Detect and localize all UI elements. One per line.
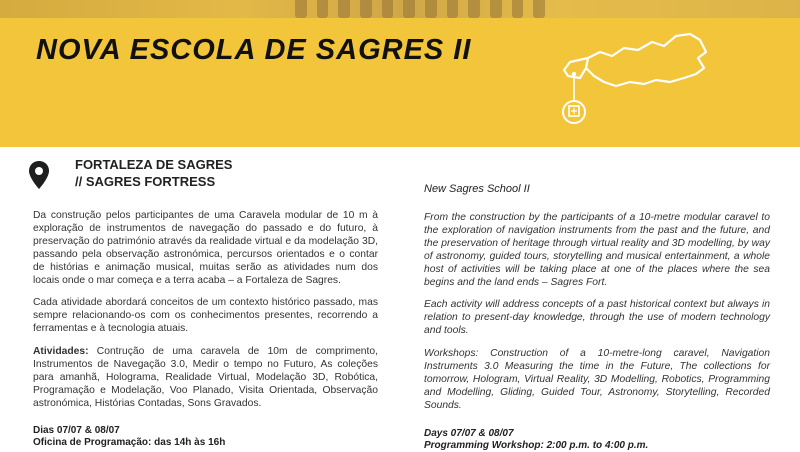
en-workshops-paragraph: Workshops: Construction of a 10-metre-long caravel, Navigation Instruments 3.0 Measuring the time in the Future, The collections for tomorrow, Hologram, Virtual Reality, 3D Modelling, Robotics, Programming and Modelling, Gliding, Guided Tour, Astronomy, Storytelling, Recorded Sounds. xyxy=(424,348,770,411)
en-workshop-time: Programming Workshop: 2:00 p.m. to 4:00 p.m. xyxy=(424,440,649,451)
algarve-map-icon xyxy=(560,22,710,140)
location-title xyxy=(75,156,232,190)
pt-schedule xyxy=(33,425,225,449)
en-days: Days 07/07 & 08/07 xyxy=(424,428,514,439)
pt-workshop-time: Oficina de Programação: das 14h às 16h xyxy=(33,437,226,448)
pt-concept-paragraph: Cada atividade abordará conceitos de um contexto histórico passado, mas sempre relacionando-os com os conhecimentos presentes, recorrendo a ferramentas e à tecnologia atuais. xyxy=(33,297,378,335)
english-title: New Sagres School II xyxy=(424,183,530,195)
en-intro-paragraph: From the construction by the participants of a 10-metre modular caravel to the exploration of navigation instruments from the past and the future, and the preservation of heritage through virtual reality and 3D modelling, by way of astronomy, guided tours, storytelling and musical entertainment, a whole host of activities will be taking place at one of the places where the sea begins and the land ends – Sagres Fort. xyxy=(424,212,770,288)
map-pin-icon xyxy=(28,160,50,190)
english-column xyxy=(424,212,770,423)
activities-list: Contrução de uma caravela de 10m de comprimento, Instrumentos de Navegação 3.0, Medir o tempo no Futuro, As coleções para amanhã, Holograma, Realidade Virtual, Modelação 3D, Robótica, Programação e Modelação, Voo Planado, Visita Orientada, Observação astronómica, Histórias Contadas, Sons Gravados. xyxy=(33,346,378,409)
page-title: NOVA ESCOLA DE SAGRES II xyxy=(36,34,472,66)
location-name-en: // SAGRES FORTRESS xyxy=(75,174,216,189)
location-name-pt: FORTALEZA DE SAGRES xyxy=(75,157,233,172)
pt-intro-paragraph: Da construção pelos participantes de uma Caravela modular de 10 m à exploração de instrumentos de navegação do passado e do futuro, à preservação do património através da realidade virtual e da modelação 3D, passando pela observação astronómica, percursos orientados e o contar de histórias e animação musical, muitas serão as atividades num dos locais onde o mar começa e a terra acaba – a Fortaleza de Sagres. xyxy=(33,210,378,286)
en-schedule xyxy=(424,428,648,452)
pt-activities-paragraph xyxy=(33,346,378,411)
activities-label: Atividades: xyxy=(33,346,89,358)
pt-days: Dias 07/07 & 08/07 xyxy=(33,425,120,436)
header-banner xyxy=(0,0,800,147)
portuguese-column xyxy=(33,210,378,421)
en-concept-paragraph: Each activity will address concepts of a past historical context but always in relation to present-day knowledge, through the use of modern technology and tools. xyxy=(424,299,770,337)
header-photo xyxy=(0,0,800,18)
